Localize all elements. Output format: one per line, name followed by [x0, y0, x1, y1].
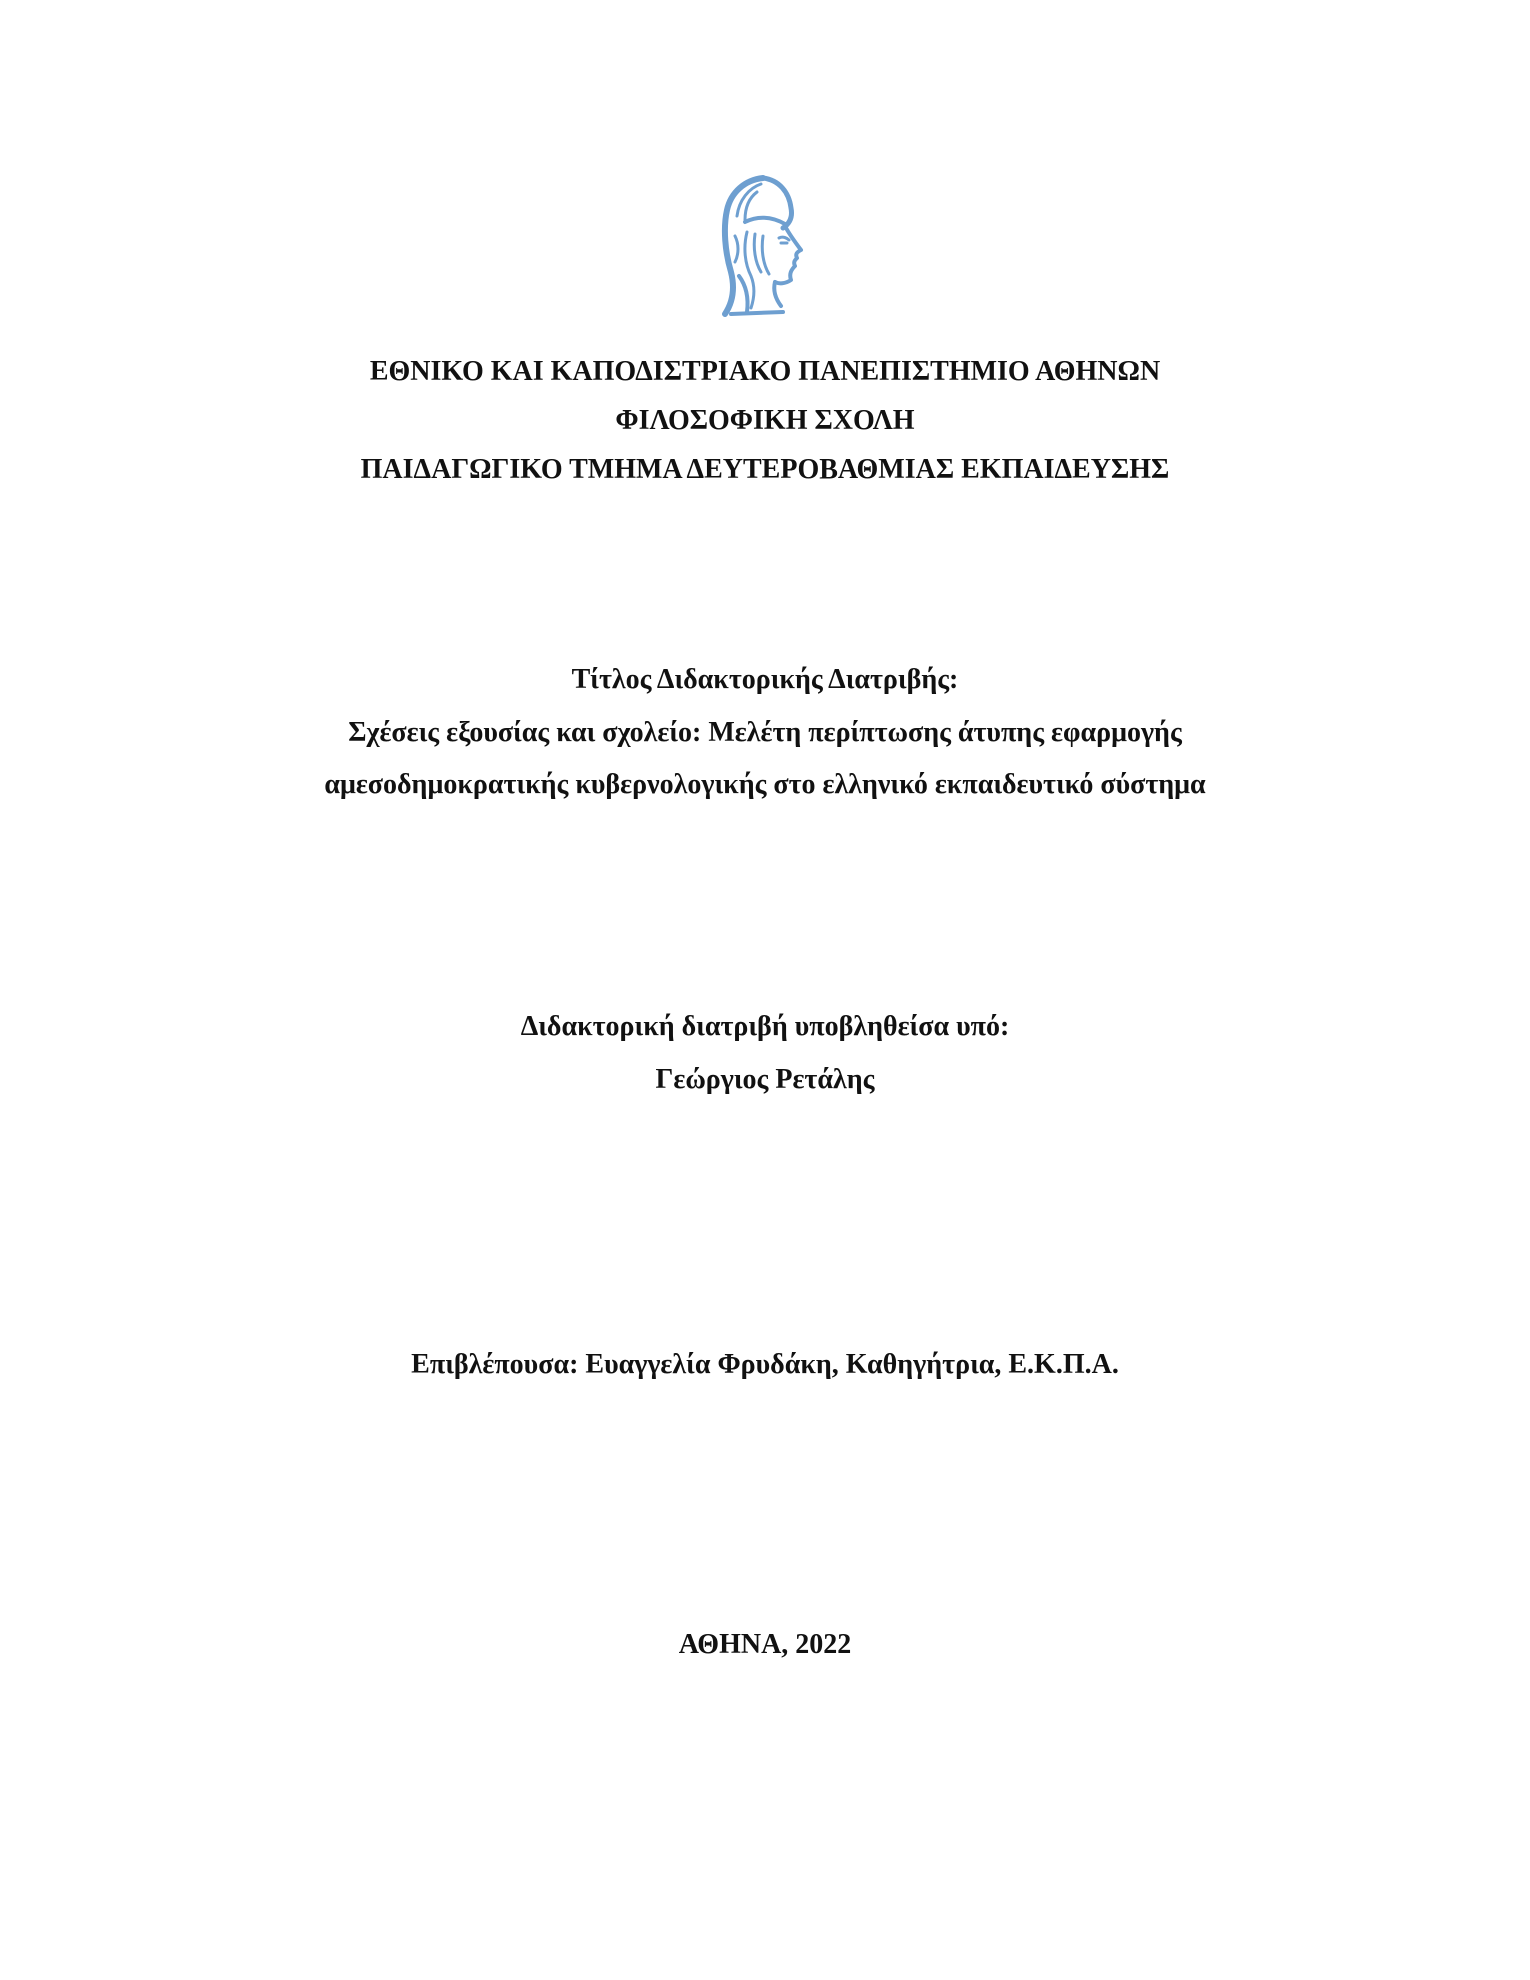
university-name: ΕΘΝΙΚΟ ΚΑΙ ΚΑΠΟΔΙΣΤΡΙΑΚΟ ΠΑΝΕΠΙΣΤΗΜΙΟ ΑΘΗΝΩΝ [369, 356, 1161, 387]
thesis-title-line-1: Σχέσεις εξουσίας και σχολείο: Μελέτη περίπτωσης άτυπης εφαρμογής [348, 717, 1182, 748]
school-name: ΦΙΛΟΣΟΦΙΚΗ ΣΧΟΛΗ [615, 405, 915, 436]
author-name: Γεώργιος Ρετάλης [655, 1064, 875, 1095]
university-logo-athena-head-icon [705, 172, 815, 320]
department-name: ΠΑΙΔΑΓΩΓΙΚΟ ΤΜΗΜΑ ΔΕΥΤΕΡΟΒΑΘΜΙΑΣ ΕΚΠΑΙΔΕΥΣΗΣ [360, 454, 1170, 485]
author-label: Διδακτορική διατριβή υποβληθείσα υπό: [520, 1011, 1010, 1042]
supervisor-line: Επιβλέπουσα: Ευαγγελία Φρυδάκη, Καθηγήτρια, Ε.Κ.Π.Α. [411, 1349, 1119, 1380]
thesis-title-line-2: αμεσοδημοκρατικής κυβερνολογικής στο ελληνικό εκπαιδευτικό σύστημα [324, 769, 1206, 800]
thesis-title-label: Τίτλος Διδακτορικής Διατριβής: [571, 664, 959, 695]
place-year: ΑΘΗΝΑ, 2022 [678, 1629, 852, 1660]
